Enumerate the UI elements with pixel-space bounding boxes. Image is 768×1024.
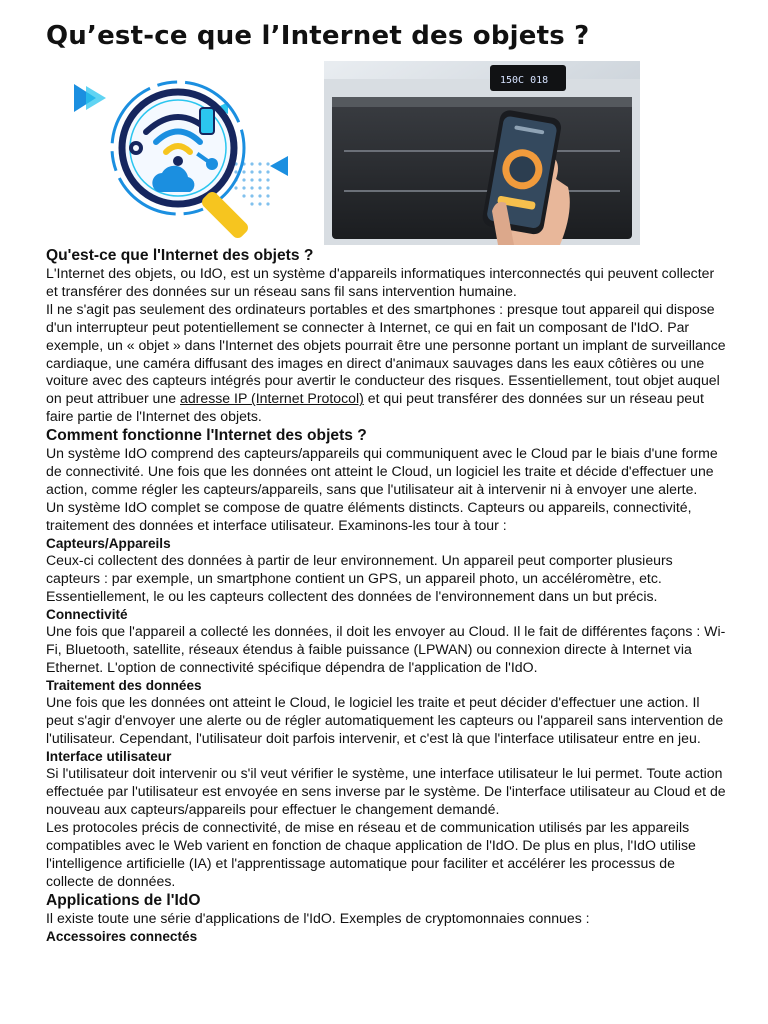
oven-display — [490, 65, 566, 91]
subsection-heading: Connectivité — [46, 606, 128, 622]
section-heading: Qu'est-ce que l'Internet des objets ? — [46, 247, 314, 264]
subsection-heading: Traitement des données — [46, 677, 202, 693]
oven-display-text: 150C 018 — [500, 75, 549, 86]
article-body — [46, 246, 726, 945]
gear-icon — [129, 141, 143, 155]
section-heading: Comment fonctionne l'Internet des objets ? — [46, 427, 367, 445]
page-title: Qu’est-ce que l’Internet des objets ? — [46, 21, 590, 51]
paragraph-text: et qui peut transférer des données sur un réseau peut faire partie de l'Internet des objets. — [46, 390, 704, 425]
subsection-heading: Accessoires connectés — [46, 928, 198, 944]
ip-address-link[interactable]: adresse IP (Internet Protocol) — [180, 390, 364, 407]
paragraph: Il existe toute une série d'applications de l'IdO. Exemples de cryptomonnaies connues : — [46, 909, 590, 926]
subsection-heading: Capteurs/Appareils — [46, 535, 171, 551]
paragraph: Ceux-ci collectent des données à partir de leur environnement. Un appareil peut comporter plusieurs capteurs : par exemple, un smartphone contient un GPS, un appareil photo, un accéléromètre, etc. Essentiellement, le ou les capteurs collectent des données de l'environnement dans un but précis. — [46, 552, 673, 604]
smartphone-icon — [200, 108, 214, 134]
paragraph-text: Il ne s'agit pas seulement des ordinateurs portables et des smartphones : presque tout appareil qui dispose d'un interrupteur peut potentiellement se connecter à Internet, ce qui en fait un composant de l'IdO. Par exemple, un « objet » dans l'Internet des objets pourrait être une personne portant un implant de surveillance cardiaque, une caméra diffusant des images en direct d'animaux sauvages dans les eaux côtières ou une voiture avec des capteurs intégrés pour avertir le conducteur des risques. Essentiellement, tout objet auquel on peut attribuer une — [46, 300, 726, 407]
paragraph: Un système IdO comprend des capteurs/appareils qui communiquent avec le Cloud par le biais d'une forme de connectivité. Une fois que les données ont atteint le Cloud, un logiciel les traite et décide d'effectuer une action, comme régler les capteurs/appareils, sans que l'utilisateur ait à intervenir ni à envoyer une alerte. — [46, 445, 718, 497]
paragraph: L'Internet des objets, ou IdO, est un système d'appareils informatiques interconnectés qui peuvent collecter et transférer des données sur un réseau sans fil sans intervention humaine. — [46, 265, 715, 299]
section-heading: Applications de l'IdO — [46, 891, 201, 909]
subsection-heading: Interface utilisateur — [46, 749, 172, 765]
paragraph — [46, 301, 726, 426]
iot-magnifier-illustration — [66, 68, 298, 244]
paragraph: Les protocoles précis de connectivité, de mise en réseau et de communication utilisés par les appareils compatibles avec le Web varient en fonction de chaque application de l'IdO. De plus en plus, l'IdO utilise l'intelligence artificielle (IA) et l'apprentissage automatique pour faciliter et accélérer les processus de collecte de données. — [46, 819, 696, 889]
magnifier-handle — [200, 190, 251, 241]
paragraph: Un système IdO complet se compose de quatre éléments distincts. Capteurs ou appareils, connectivité, traitement des données et interface utilisateur. Examinons-les tour à tour : — [46, 498, 692, 533]
paragraph: Si l'utilisateur doit intervenir ou s'il veut vérifier le système, une interface utilisateur le lui permet. Toute action effectuée par l'utilisateur est envoyée en sens inverse par le système. De l'interface utilisateur au Cloud et de nouveau aux capteurs/appareils pour effectuer le changement demandé. — [46, 765, 726, 818]
paragraph: Une fois que les données ont atteint le Cloud, le logiciel les traite et peut décider d'effectuer une action. Il peut s'agir d'envoyer une alerte ou de régler automatiquement les capteurs ou l'appareil sans intervention de l'utilisateur. Cependant, l'utilisateur doit parfois intervenir, et c'est là que l'interface utilisateur entre en jeu. — [46, 694, 724, 747]
smart-oven-photo — [324, 61, 640, 245]
paragraph: Une fois que l'appareil a collecté les données, il doit les envoyer au Cloud. Il le fait de différentes façons : Wi-Fi, Bluetooth, satellite, réseaux étendus à faible puissance (LPWAN) ou connexion directe à Internet via Ethernet. L'option de connectivité spécifique dépendra de l'application de l'IdO. — [46, 623, 726, 676]
